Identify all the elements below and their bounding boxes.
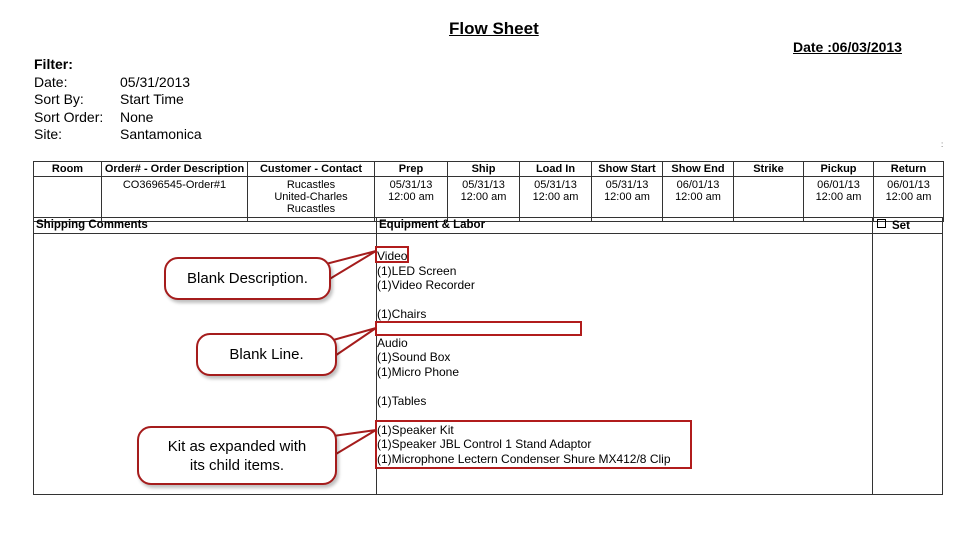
cell-time: 12:00 am [604,191,650,203]
column-header: Pickup [804,162,874,177]
cell-date: 05/31/13 [605,179,649,191]
equipment-line: (1)Speaker Kit [377,423,454,437]
cell-date: 05/31/13 [534,179,577,191]
column-header: Return [874,162,944,177]
cell-date: 06/01/13 [817,179,860,191]
cell-time: 12:00 am [460,191,507,203]
equipment-line: Video [377,249,408,263]
equipment-line: (1)LED Screen [377,264,457,278]
column-header: Show End [663,162,734,177]
page-title: Flow Sheet [449,19,539,38]
equipment-line: (1)Video Recorder [377,278,475,292]
column-header: Show Start [592,162,663,177]
filter-value: None [120,108,154,125]
stray-mark: : [941,140,944,149]
cell-time: 12:00 am [675,191,721,203]
callout-text: Kit as expanded with [167,437,307,455]
cell-date: 05/31/13 [462,179,505,191]
filter-value: Santamonica [120,126,202,142]
report-date: Date :06/03/2013 [793,39,902,55]
filter-key: Site: [34,126,63,142]
column-header: Ship [448,162,520,177]
cell-date: 06/01/13 [887,179,930,191]
cell-date: 05/31/13 [389,179,433,191]
equipment-line: (1)Microphone Lectern Condenser Shure MX412/8 Clip [377,452,671,466]
filter-value: 05/31/2013 [120,73,191,90]
filter-heading: Filter: [34,56,73,72]
equipment-line: (1)Chairs [377,307,427,321]
column-header: Prep [375,162,448,177]
column-header: Load In [520,162,592,177]
customer-line: Rucastles [286,179,336,191]
customer-line: United-Charles [274,191,348,203]
equipment-line: Audio [377,336,408,350]
cell-date: 06/01/13 [676,179,720,191]
cell-time: 12:00 am [388,191,434,203]
cell-time: 12:00 am [885,191,932,203]
cell-order: CO3696545-Order#1 [102,177,248,222]
callout-kit-expanded [137,426,337,485]
column-header: Order# - Order Description [102,162,248,177]
column-header: Room [34,162,102,177]
callout-blank-line [196,333,337,376]
callout-text: Blank Line. [229,346,304,363]
cell-time: 12:00 am [532,191,579,203]
callout-blank-description [164,257,331,300]
cell-time: 12:00 am [815,191,862,203]
column-header: Strike [734,162,804,177]
callout-text: Blank Description. [187,270,308,287]
column-header: Customer - Contact [248,162,375,177]
callout-text: its child items. [189,456,285,474]
filter-key: Date: [34,73,68,90]
equipment-line: (1)Micro Phone [377,365,460,379]
filter-value: Start Time [120,91,184,107]
equipment-labor-label: Equipment & Labor [379,219,486,231]
shipping-comments-label: Shipping Comments [36,219,148,231]
filter-key: Sort By: [34,91,84,107]
customer-line: Rucastles [286,203,336,215]
equipment-line: (1)Tables [377,394,427,408]
set-label: Set [892,220,910,232]
filter-key: Sort Order: [34,108,104,125]
equipment-line: (1)Speaker JBL Control 1 Stand Adaptor [377,437,592,451]
equipment-line: (1)Sound Box [377,350,451,364]
